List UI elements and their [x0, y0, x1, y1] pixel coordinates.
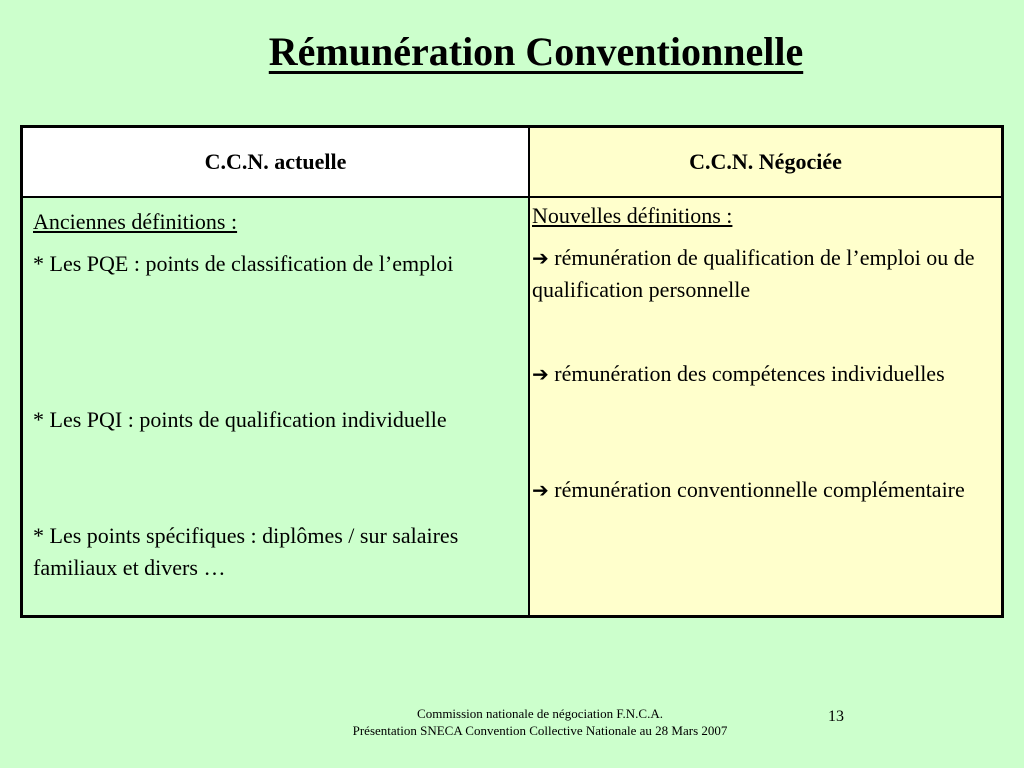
- list-item: [532, 358, 992, 390]
- new-definitions-heading: Nouvelles définitions :: [532, 203, 733, 228]
- header-negotiated-ccn: C.C.N. Négociée: [530, 128, 1001, 198]
- header-current-ccn: C.C.N. actuelle: [23, 128, 530, 198]
- list-item: * Les PQI : points de qualification individuelle: [33, 407, 447, 432]
- right-arrow-icon: ➔: [532, 246, 549, 270]
- slide-title: Rémunération Conventionnelle: [268, 29, 804, 74]
- list-item-text: rémunération conventionnelle complémentaire: [554, 477, 965, 502]
- list-item-text: rémunération de qualification de l’emploi ou de qualification personnelle: [532, 245, 975, 302]
- list-item: * Les PQE : points de classification de l’emploi: [33, 251, 454, 276]
- list-item: [532, 242, 992, 306]
- list-item: [532, 474, 992, 506]
- slide-footer: [300, 705, 780, 739]
- right-arrow-icon: ➔: [532, 362, 549, 386]
- new-definitions-cell: [530, 198, 1001, 615]
- list-item: * Les points spécifiques : diplômes / sur salaires familiaux et divers …: [33, 523, 459, 580]
- comparison-table: [20, 125, 1004, 618]
- list-item-text: rémunération des compétences individuelles: [554, 361, 945, 386]
- current-definitions-cell: [23, 198, 530, 615]
- right-arrow-icon: ➔: [532, 478, 549, 502]
- footer-line-1: Commission nationale de négociation F.N.C.A.: [417, 706, 663, 721]
- page-number: 13: [828, 708, 844, 725]
- old-definitions-heading: Anciennes définitions :: [33, 209, 238, 234]
- footer-line-2: Présentation SNECA Convention Collective Nationale au 28 Mars 2007: [352, 723, 728, 738]
